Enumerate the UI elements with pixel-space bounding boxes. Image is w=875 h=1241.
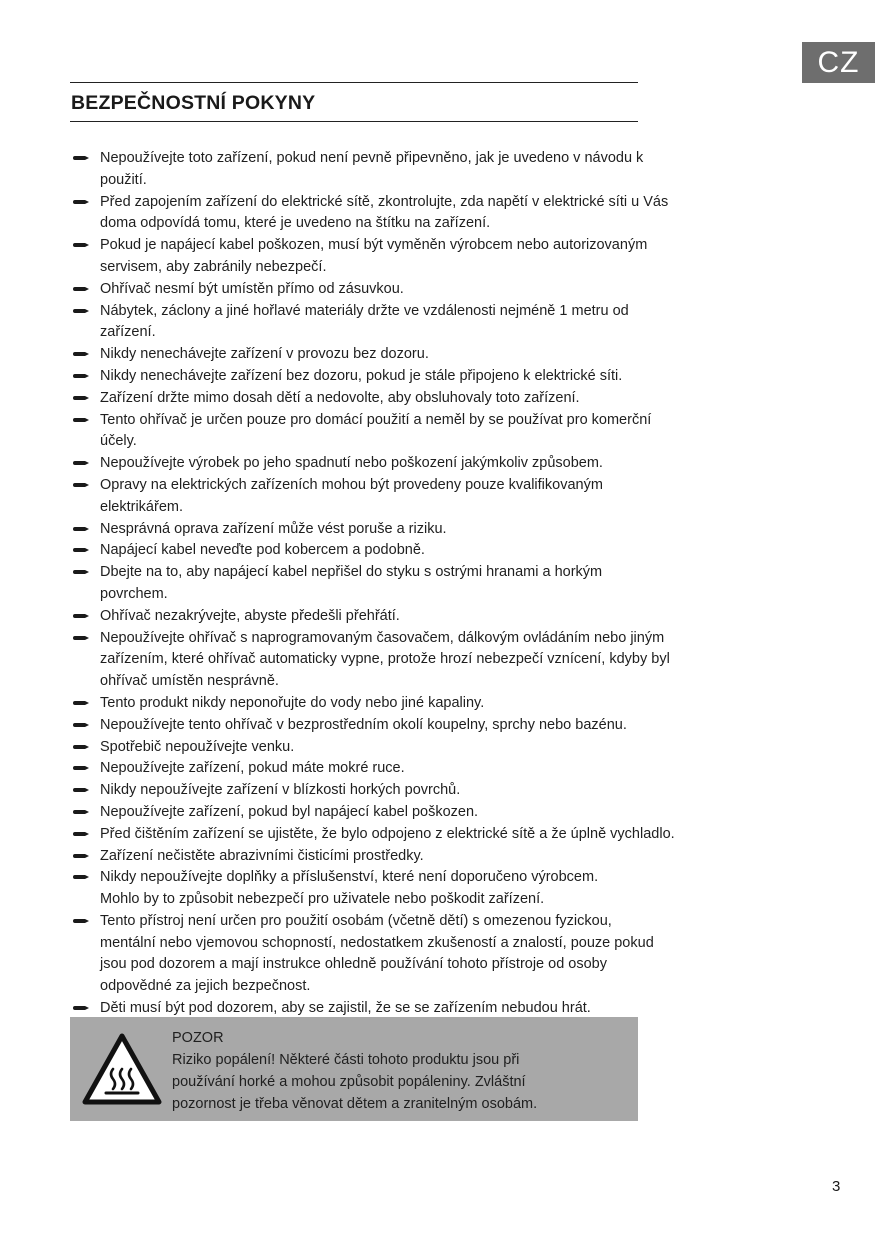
list-item-line: Nepoužívejte tento ohřívač v bezprostředním okolí koupelny, sprchy nebo bazénu. xyxy=(100,716,627,733)
list-item xyxy=(70,846,710,868)
list-item-line: Dbejte na to, aby napájecí kabel nepřišel do styku s ostrými hranami a horkým xyxy=(100,564,603,581)
list-item-line: Nepoužívejte ohřívač s naprogramovaným časovačem, dálkovým ovládáním nebo jiným xyxy=(100,629,665,646)
bullet-dash-icon xyxy=(73,374,85,378)
bullet-dash-icon xyxy=(73,766,85,770)
list-item-line: Nesprávná oprava zařízení může vést poruše a riziku. xyxy=(100,520,447,537)
page-title: BEZPEČNOSTNÍ POKYNY xyxy=(71,92,316,114)
list-item xyxy=(70,410,710,454)
list-item xyxy=(70,867,710,911)
bullet-dash-icon xyxy=(73,701,85,705)
bullet-dash-icon xyxy=(73,919,85,923)
list-item xyxy=(70,366,710,388)
bullet-dash-icon xyxy=(73,483,85,487)
warning-heading: POZOR xyxy=(172,1030,224,1046)
list-item-line: ohřívač umístěn nesprávně. xyxy=(100,673,279,690)
list-item xyxy=(70,235,710,279)
list-item-line: Nikdy nenechávejte zařízení v provozu bez dozoru. xyxy=(100,346,429,363)
list-item xyxy=(70,628,710,693)
list-item-line: Nepoužívejte zařízení, pokud máte mokré ruce. xyxy=(100,760,405,777)
bullet-dash-icon xyxy=(73,570,85,574)
list-item-line: Před čištěním zařízení se ujistěte, že bylo odpojeno z elektrické sítě a že úplně vychladlo. xyxy=(100,825,675,842)
bullet-dash-icon xyxy=(73,461,85,465)
list-item-line: zařízením, které ohřívač automaticky vypne, protože hrozí nebezpečí vznícení, kdyby byl xyxy=(100,651,670,668)
list-item-line: Ohřívač nesmí být umístěn přímo od zásuvkou. xyxy=(100,280,404,297)
list-item-line: Nikdy nepoužívejte doplňky a příslušenství, které není doporučeno výrobcem. xyxy=(100,869,599,886)
list-item xyxy=(70,715,710,737)
page-number: 3 xyxy=(832,1178,841,1195)
bullet-dash-icon xyxy=(73,548,85,552)
list-item xyxy=(70,606,710,628)
list-item-line: Nábytek, záclony a jiné hořlavé materiály držte ve vzdálenosti nejméně 1 metru od xyxy=(100,302,629,319)
list-item-line: Nikdy nenechávejte zařízení bez dozoru, pokud je stále připojeno k elektrické síti. xyxy=(100,367,623,384)
list-item xyxy=(70,737,710,759)
list-item-line: Nikdy nepoužívejte zařízení v blízkosti horkých povrchů. xyxy=(100,782,461,799)
list-item-line: Tento ohřívač je určen pouze pro domácí použití a neměl by se používat pro komerční xyxy=(100,411,652,428)
title-bottom-rule xyxy=(70,121,638,122)
warning-line: Riziko popálení! Některé části tohoto produktu jsou při xyxy=(172,1052,520,1068)
list-item-line: účely. xyxy=(100,433,137,450)
bullet-dash-icon xyxy=(73,745,85,749)
list-item xyxy=(70,301,710,345)
bullet-dash-icon xyxy=(73,309,85,313)
list-item xyxy=(70,148,710,192)
list-item-line: jsou pod dozorem a mají instrukce ohledně používání tohoto přístroje od osoby xyxy=(100,956,607,973)
list-item-line: Napájecí kabel neveďte pod kobercem a podobně. xyxy=(100,542,425,559)
bullet-dash-icon xyxy=(73,875,85,879)
list-item xyxy=(70,780,710,802)
bullet-dash-icon xyxy=(73,832,85,836)
list-item xyxy=(70,540,710,562)
list-item xyxy=(70,693,710,715)
bullet-dash-icon xyxy=(73,614,85,618)
bullet-dash-icon xyxy=(73,243,85,247)
list-item-line: Před zapojením zařízení do elektrické sítě, zkontrolujte, zda napětí v elektrické síti u Vás xyxy=(100,193,669,210)
list-item xyxy=(70,824,710,846)
list-item xyxy=(70,475,710,519)
list-item xyxy=(70,388,710,410)
list-item-line: zařízení. xyxy=(100,324,156,341)
safety-instructions-list xyxy=(70,148,710,1020)
bullet-dash-icon xyxy=(73,418,85,422)
list-item-line: Děti musí být pod dozorem, aby se zajistil, že se se zařízením nebudou hrát. xyxy=(100,1000,591,1017)
list-item-line: Ohřívač nezakrývejte, abyste předešli přehřátí. xyxy=(100,607,400,624)
bullet-dash-icon xyxy=(73,200,85,204)
list-item xyxy=(70,802,710,824)
warning-line: pozornost je třeba věnovat dětem a zranitelným osobám. xyxy=(172,1096,538,1112)
list-item xyxy=(70,344,710,366)
bullet-dash-icon xyxy=(73,156,85,160)
bullet-dash-icon xyxy=(73,854,85,858)
hot-surface-warning-icon xyxy=(82,1033,162,1105)
list-item-line: Zařízení držte mimo dosah dětí a nedovolte, aby obsluhovaly toto zařízení. xyxy=(100,389,580,406)
list-item-line: Tento produkt nikdy neponořujte do vody nebo jiné kapaliny. xyxy=(100,694,485,711)
list-item xyxy=(70,279,710,301)
list-item-line: Zařízení nečistěte abrazivními čisticími prostředky. xyxy=(100,847,424,864)
warning-line: používání horké a mohou způsobit popáleniny. Zvláštní xyxy=(172,1074,526,1090)
warning-box xyxy=(70,1017,638,1121)
list-item-line: servisem, aby zabránily nebezpečí. xyxy=(100,258,327,275)
bullet-dash-icon xyxy=(73,1006,85,1010)
list-item-line: odpovědné za jejich bezpečnost. xyxy=(100,978,311,995)
list-item-line: elektrikářem. xyxy=(100,498,183,515)
list-item-line: doma odpovídá tomu, které je uvedeno na štítku na zařízení. xyxy=(100,215,491,232)
list-item-line: Nepoužívejte výrobek po jeho spadnutí nebo poškození jakýmkoliv způsobem. xyxy=(100,455,603,472)
list-item-line: použití. xyxy=(100,171,147,188)
list-item-line: povrchem. xyxy=(100,585,168,602)
list-item xyxy=(70,453,710,475)
list-item-line: Mohlo by to způsobit nebezpečí pro uživatele nebo poškodit zařízení. xyxy=(100,891,545,908)
bullet-dash-icon xyxy=(73,527,85,531)
title-top-rule xyxy=(70,82,638,83)
list-item xyxy=(70,911,710,998)
bullet-dash-icon xyxy=(73,287,85,291)
language-tab: CZ xyxy=(802,42,875,83)
bullet-dash-icon xyxy=(73,352,85,356)
warning-text xyxy=(172,1027,622,1115)
bullet-dash-icon xyxy=(73,810,85,814)
list-item-line: Nepoužívejte toto zařízení, pokud není pevně připevněno, jak je uvedeno v návodu k xyxy=(100,150,644,166)
bullet-dash-icon xyxy=(73,636,85,640)
list-item xyxy=(70,519,710,541)
bullet-dash-icon xyxy=(73,788,85,792)
list-item-line: Spotřebič nepoužívejte venku. xyxy=(100,738,295,755)
list-item-line: Opravy na elektrických zařízeních mohou být provedeny pouze kvalifikovaným xyxy=(100,476,603,493)
bullet-dash-icon xyxy=(73,723,85,727)
list-item-line: Nepoužívejte zařízení, pokud byl napájecí kabel poškozen. xyxy=(100,803,479,820)
list-item-line: mentální nebo vjemovou schopností, nedostatkem zkušeností a znalostí, pouze pokud xyxy=(100,934,654,951)
list-item xyxy=(70,758,710,780)
list-item-line: Tento přístroj není určen pro použití osobám (včetně dětí) s omezenou fyzickou, xyxy=(100,912,612,929)
list-item xyxy=(70,192,710,236)
list-item xyxy=(70,562,710,606)
bullet-dash-icon xyxy=(73,396,85,400)
list-item-line: Pokud je napájecí kabel poškozen, musí být vyměněn výrobcem nebo autorizovaným xyxy=(100,237,648,254)
